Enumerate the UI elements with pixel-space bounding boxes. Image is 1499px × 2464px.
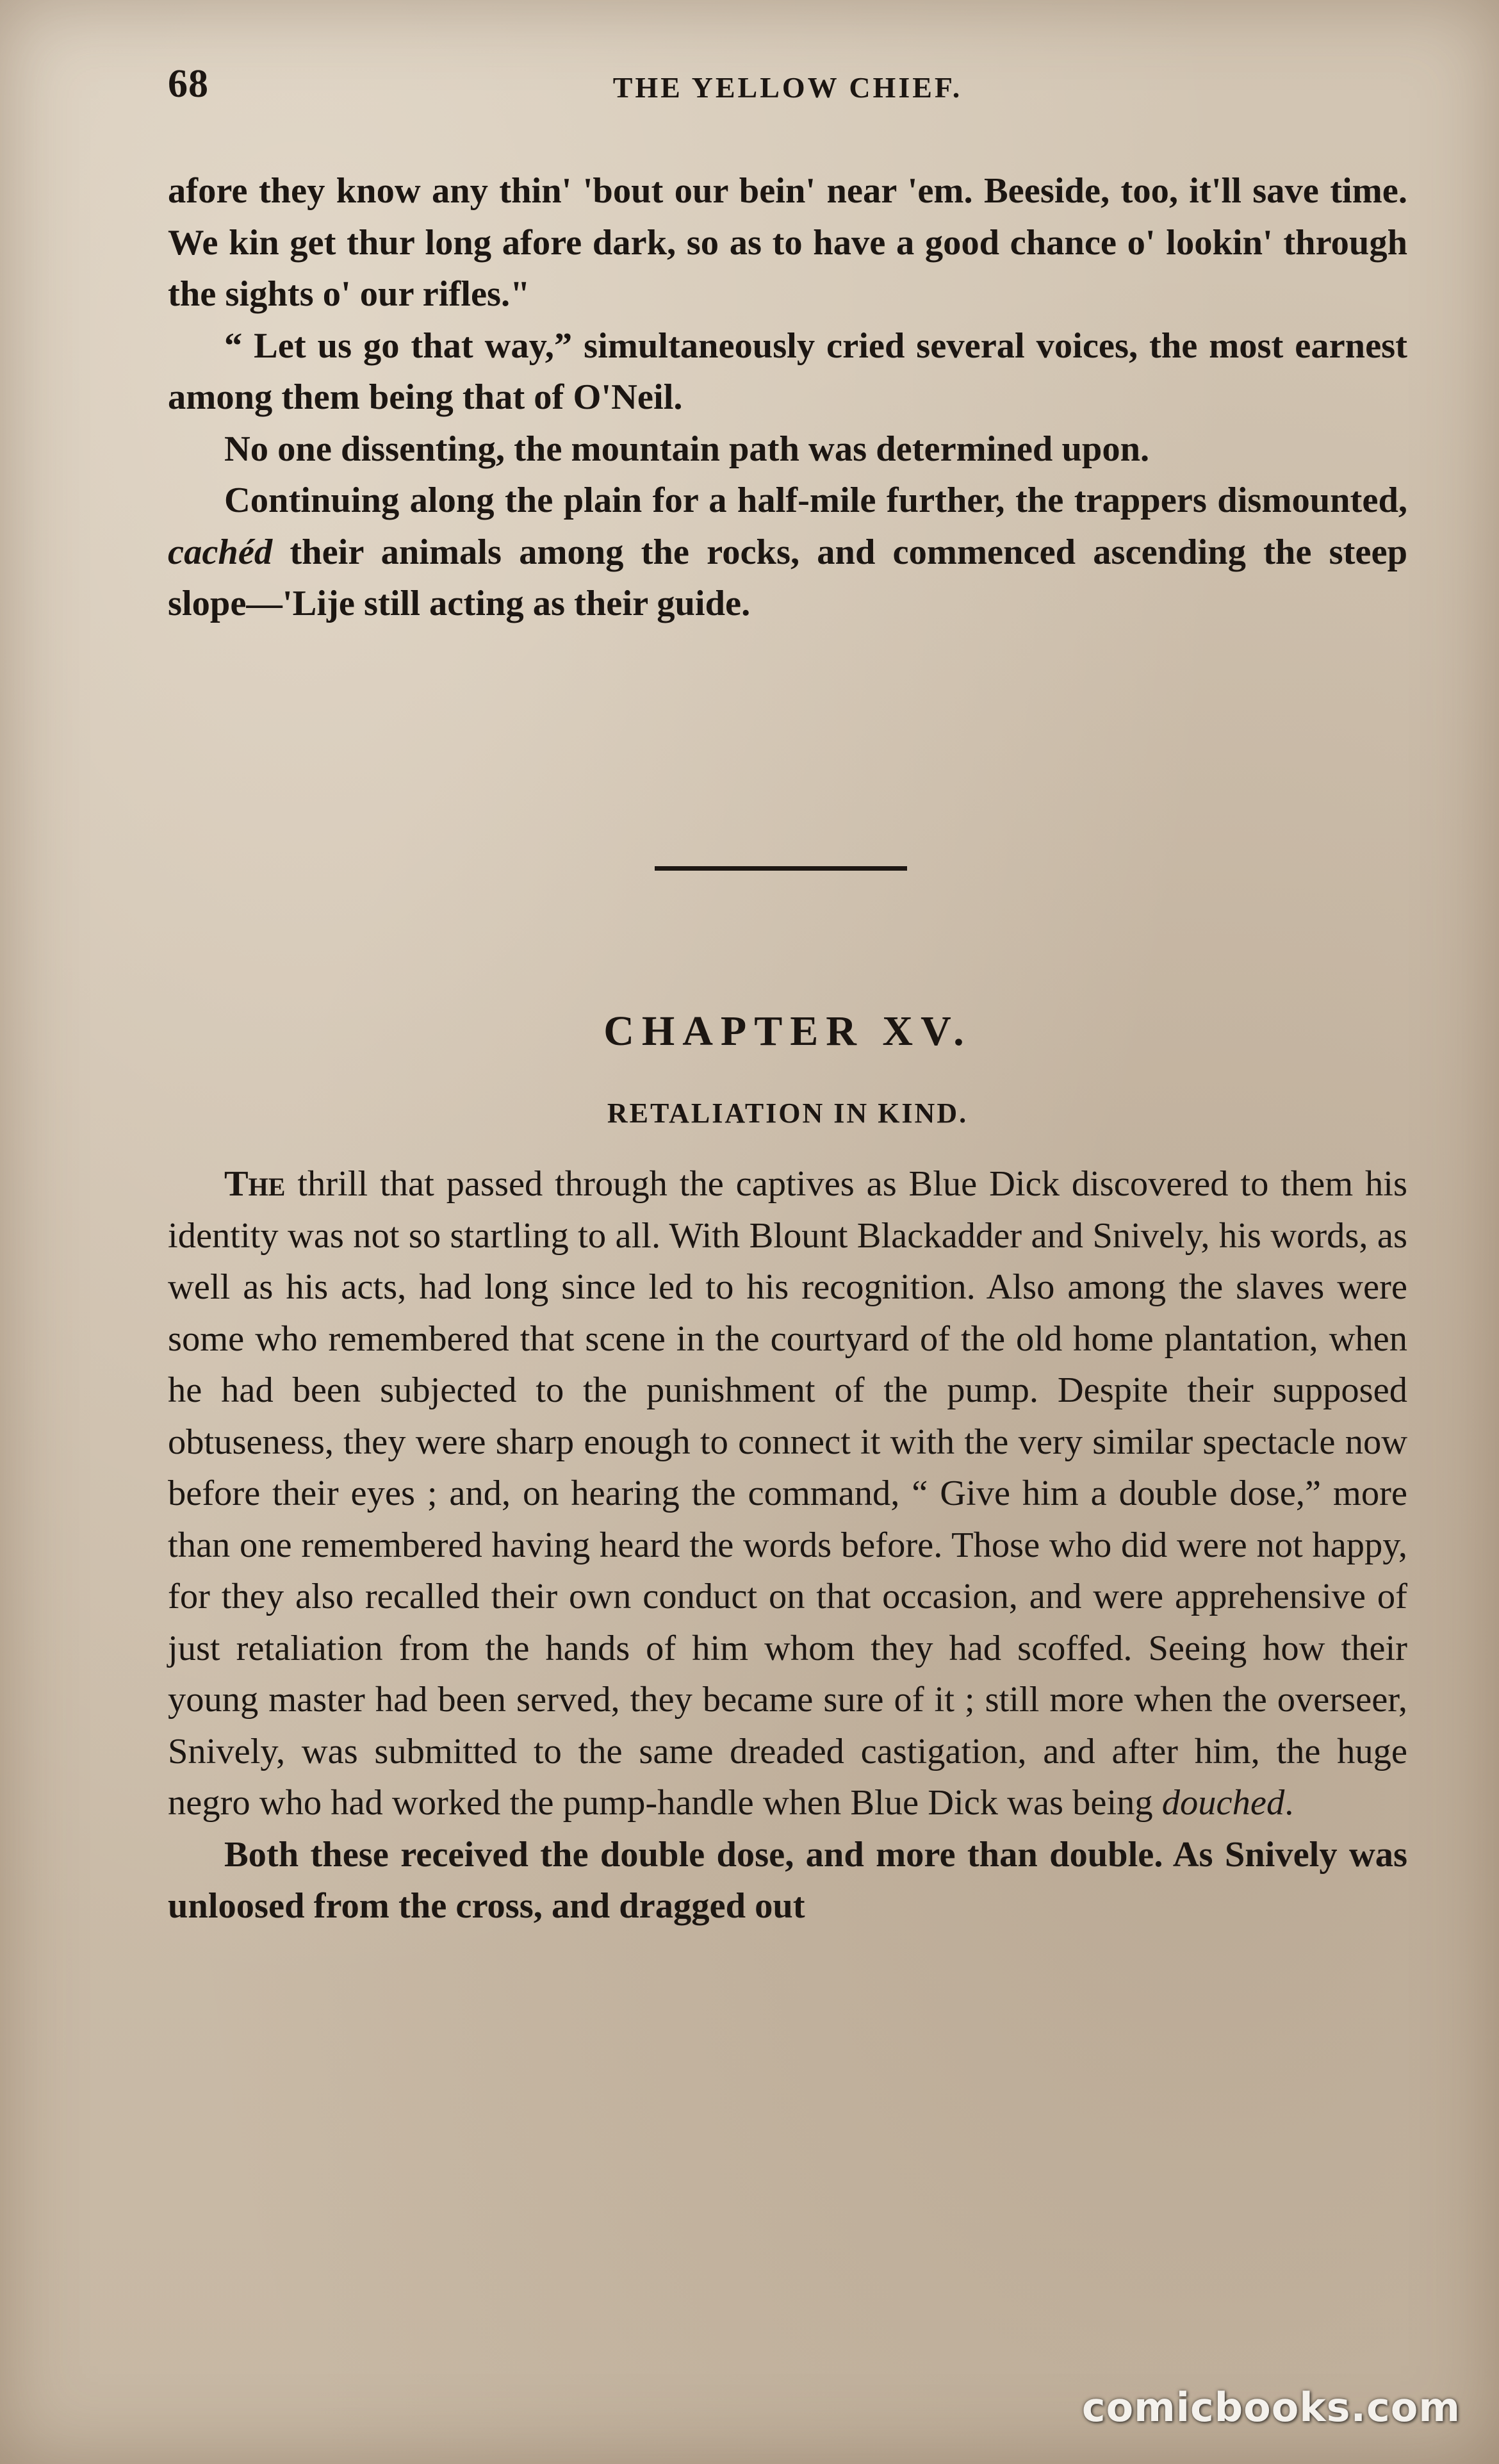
- book-title: THE YELLOW CHIEF.: [612, 71, 963, 104]
- paragraph: No one dissenting, the mountain path was determined upon.: [224, 429, 1150, 469]
- text-run: Continuing along the plain for a half-mile further, the trappers dismounted,: [224, 480, 1407, 520]
- italic-word: douched: [1161, 1783, 1285, 1823]
- previous-chapter-ending: [168, 165, 1407, 630]
- paragraph: afore they know any thin' 'bout our bein' near 'em. Beeside, too, it'll save time. We kin get thur long afore dark, so as to have a good chance o' lookin' through the sights o' our rifles.": [168, 171, 1407, 314]
- text-run: their animals among the rocks, and commenced ascending the steep slope—'Lije still acting as their guide.: [168, 532, 1407, 623]
- text-run: thrill that passed through the captives as Blue Dick discovered to them his identity was not so startling to all. With Blount Blackadder and Snively, his words, as well as his acts, had long since led to his recognition. Also among the slaves were some who remembered that scene in the courtyard of the old home plantation, when he had been subjected to the punishment of the pump. Despite their supposed obtuseness, they were sharp enough to connect it with the very similar spectacle now before their eyes ; and, on hearing the command, “ Give him a double dose,” more than one remembered having heard the words before. Those who did were not happy, for they also recalled their own conduct on that occasion, and were apprehensive of just retaliation from the hands of him whom they had scoffed. Seeing how their young master had been served, they became sure of it ; still more when the overseer, Snively, was submitted to the same dreaded castigation, and after him, the huge negro who had worked the pump-handle when Blue Dick was being: [168, 1164, 1407, 1823]
- running-head: [168, 62, 1407, 119]
- paragraph: [168, 1158, 1407, 1829]
- opening-word: The: [224, 1164, 286, 1204]
- chapter-title: CHAPTER XV.: [603, 1008, 972, 1055]
- text-run: .: [1284, 1783, 1294, 1823]
- chapter-body: [168, 1158, 1407, 1932]
- paragraph: Both these received the double dose, and more than double. As Snively was unloosed from the cross, and dragged out: [168, 1834, 1407, 1926]
- watermark: comicbooks.com: [1081, 2384, 1461, 2431]
- italic-word: cachéd: [168, 532, 273, 572]
- chapter-subtitle: RETALIATION IN KIND.: [607, 1097, 969, 1129]
- paragraph: [168, 475, 1407, 630]
- page-number: 68: [168, 62, 209, 106]
- paragraph: “ Let us go that way,” simultaneously cried several voices, the most earnest among them being that of O'Neil.: [168, 325, 1407, 417]
- section-divider: [655, 866, 907, 871]
